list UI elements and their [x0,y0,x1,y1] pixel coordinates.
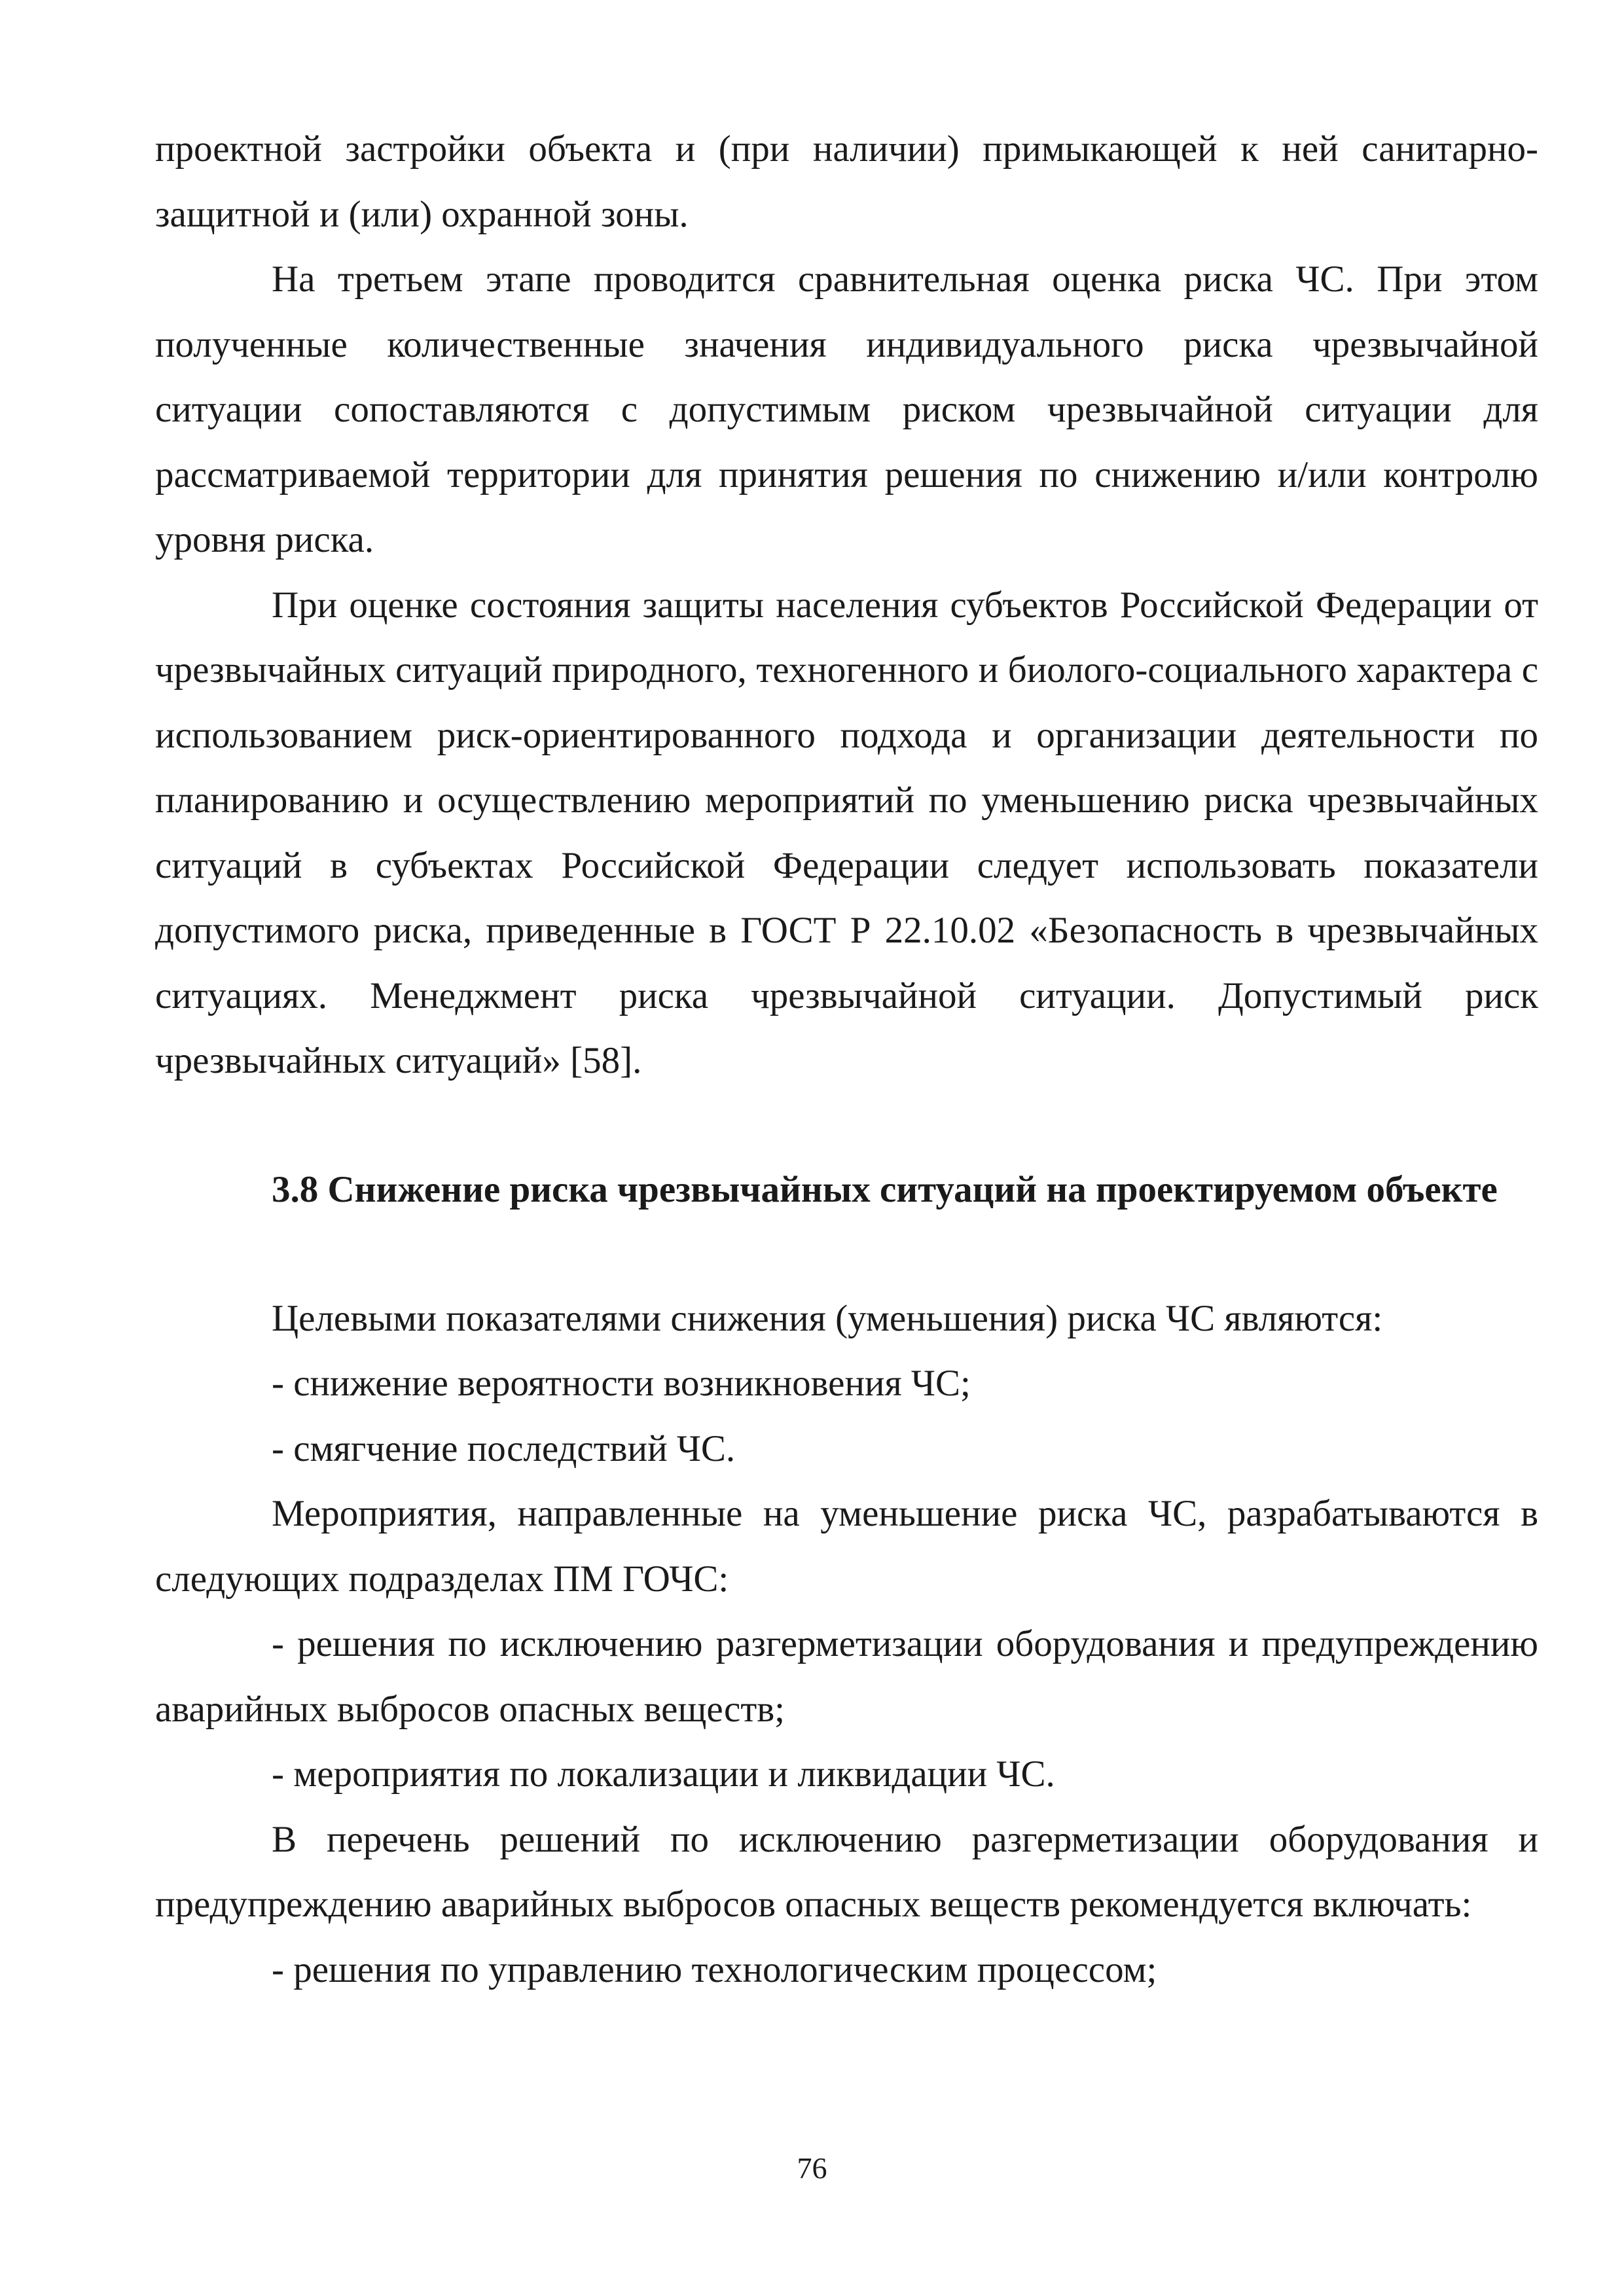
page-body [155,117,1538,2002]
section-heading: 3.8 Снижение риска чрезвычайных ситуаций на проектируемом объекте [272,1168,1498,1210]
measure-item: - решения по исключению разгерметизации оборудования и предупреждению аварийных выбросов опасных веществ; [155,1623,1538,1730]
target-item: - смягчение последствий ЧС. [272,1427,736,1469]
measures-intro: Мероприятия, направленные на уменьшение риска ЧС, разрабатываются в следующих подразделах ПМ ГОЧС: [155,1493,1538,1600]
paragraph-continuation: проектной застройки объекта и (при наличии) примыкающей к ней санитарно-защитной и (или) охранной зоны. [155,128,1538,235]
paragraph-acceptable-risk: При оценке состояния защиты населения субъектов Российской Федерации от чрезвычайных ситуаций природного, техногенного и биолого-социального характера с использованием риск-ориентированного подхода и организации деятельности по планированию и осуществлению мероприятий по уменьшению риска чрезвычайных ситуаций в субъектах Российской Федерации следует использовать показатели допустимого риска, приведенные в ГОСТ Р 22.10.02 «Безопасность в чрезвычайных ситуациях. Менеджмент риска чрезвычайной ситуации. Допустимый риск чрезвычайных ситуаций» [58]. [155,584,1538,1081]
targets-intro: Целевыми показателями снижения (уменьшения) риска ЧС являются: [272,1297,1383,1339]
target-item: - снижение вероятности возникновения ЧС; [272,1363,971,1404]
page-number: 76 [797,2151,827,2185]
measure-item: - мероприятия по локализации и ликвидации ЧС. [272,1753,1055,1795]
list-intro: В перечень решений по исключению разгерметизации оборудования и предупреждению аварийных выбросов опасных веществ рекомендуется включать: [155,1818,1538,1925]
paragraph-stage-three: На третьем этапе проводится сравнительная оценка риска ЧС. При этом полученные количественные значения индивидуального риска чрезвычайной ситуации сопоставляются с допустимым риском чрезвычайной ситуации для рассматриваемой территории для принятия решения по снижению и/или контролю уровня риска. [155,259,1538,560]
list-item: - решения по управлению технологическим процессом; [272,1948,1157,1990]
